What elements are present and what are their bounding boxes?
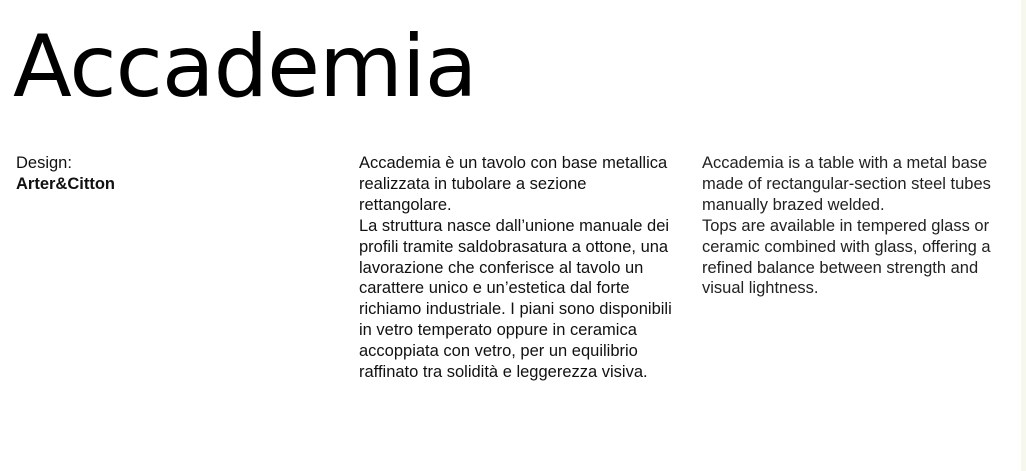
design-credit: [16, 153, 316, 195]
page-edge-strip: [1021, 0, 1026, 471]
description-english-paragraph: Tops are available in tempered glass or ceramic combined with glass, offering a refined balance between strength and visual lightness.: [702, 216, 991, 298]
description-italian: [359, 153, 677, 383]
designer-name: Arter&Citton: [16, 174, 115, 193]
design-label: Design:: [16, 154, 72, 172]
description-italian-paragraph: Accademia è un tavolo con base metallica realizzata in tubolare a sezione rettangolare.: [359, 154, 668, 214]
description-english: [702, 153, 1014, 299]
description-english-paragraph: Accademia is a table with a metal base made of rectangular-section steel tubes manually brazed welded.: [702, 154, 991, 214]
description-italian-paragraph: La struttura nasce dall’unione manuale dei profili tramite saldobrasatura a ottone, una lavorazione che conferisce al tavolo un carattere unico e un’estetica dal forte richiamo industriale. I piani sono disponibili in vetro temperato oppure in ceramica accoppiata con vetro, per un equilibrio raffinato tra solidità e leggerezza visiva.: [359, 216, 672, 382]
product-title: Accademia: [13, 17, 477, 117]
